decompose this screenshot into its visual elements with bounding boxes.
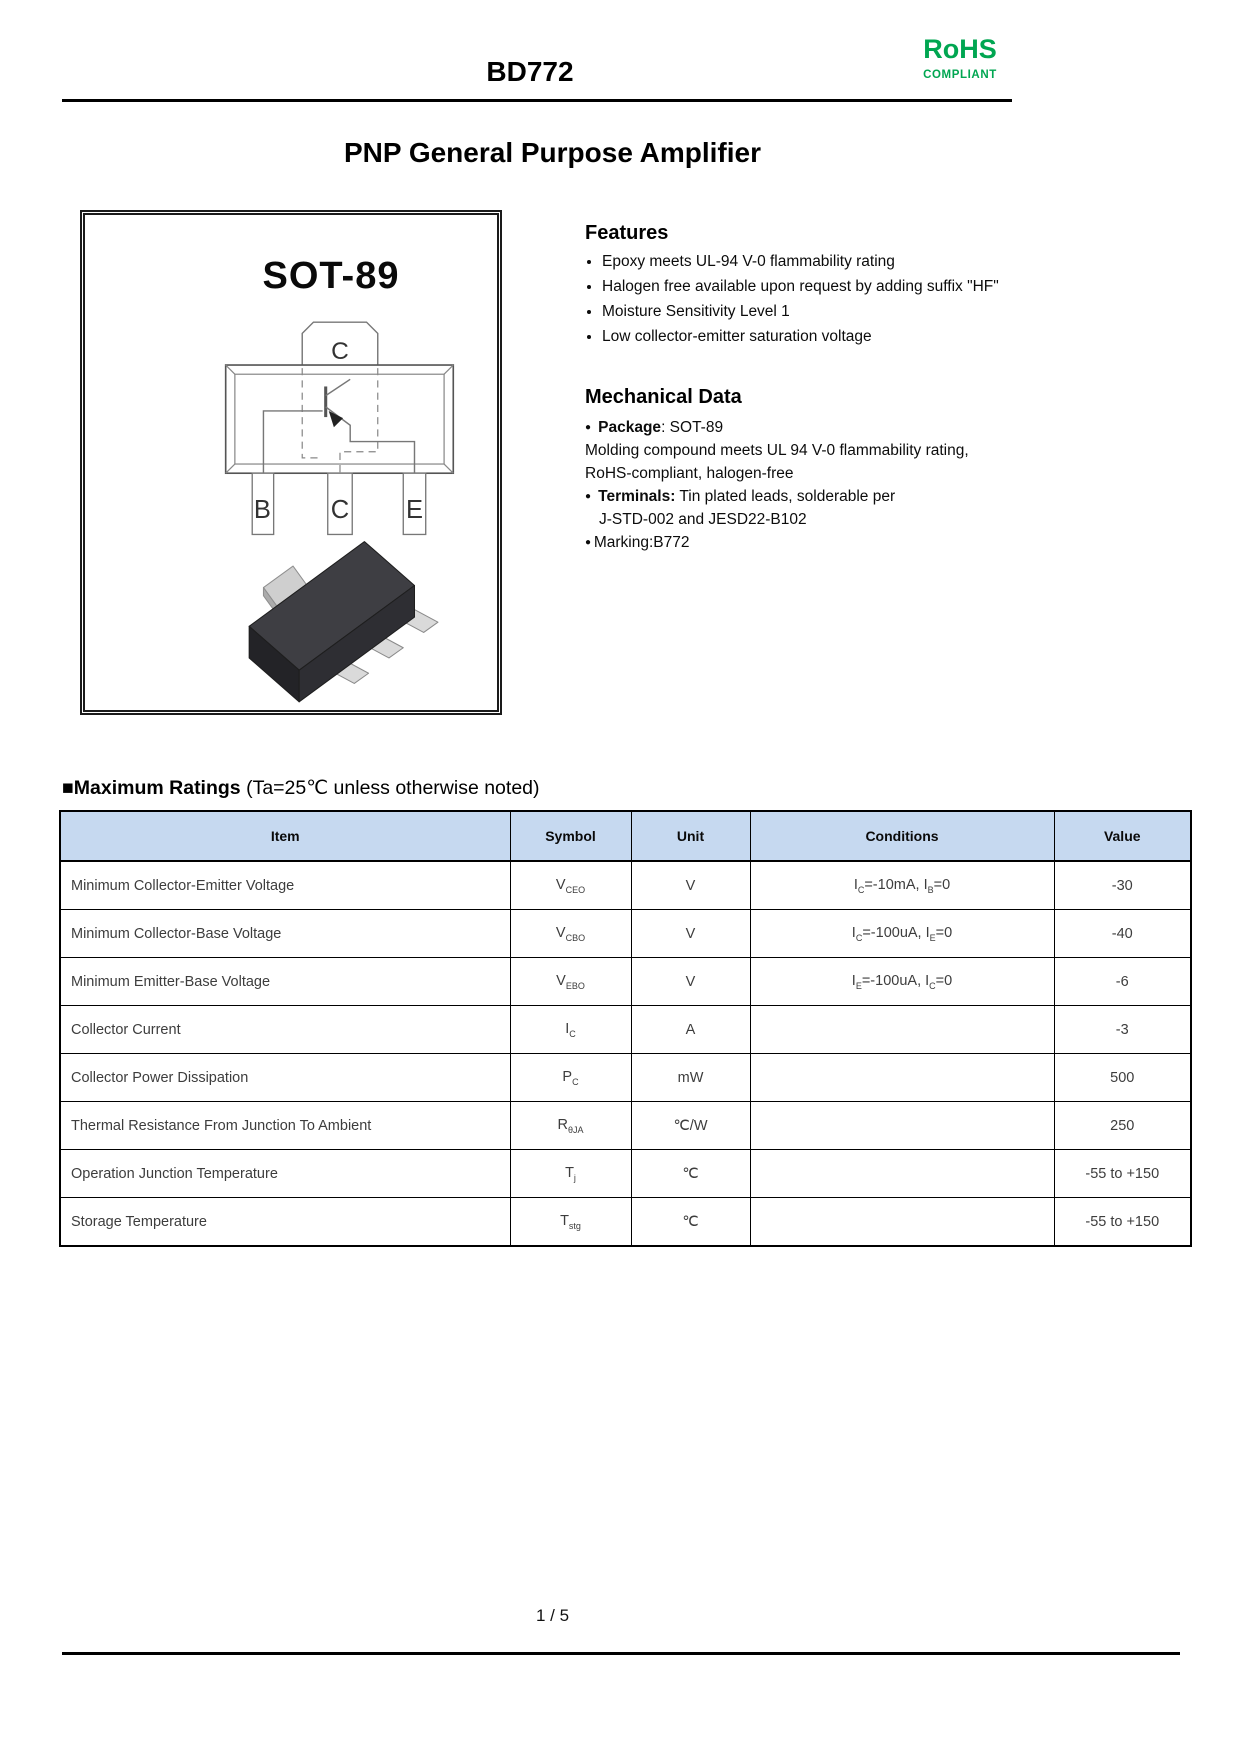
table-row (60, 1198, 1191, 1247)
cell-value: -6 (1054, 958, 1191, 1006)
pin-label-top-collector: C (331, 337, 349, 365)
cell-symbol: $I_C$ (510, 1006, 631, 1054)
ratings-table-body (60, 861, 1191, 1246)
cell-conditions (750, 1102, 1054, 1150)
cell-conditions (750, 1150, 1054, 1198)
mechanical-standards-line: J-STD-002 and JESD22-B102 (599, 511, 807, 528)
cell-conditions (750, 1198, 1054, 1247)
page-title: PNP General Purpose Amplifier (343, 137, 762, 168)
document-number: BD772 (486, 56, 574, 87)
mechanical-package-line (585, 416, 1090, 439)
cell-conditions: $I_C=-100uA$, $I_E=0$ (750, 910, 1054, 958)
table-header-row (60, 811, 1191, 861)
cell-item: Thermal Resistance From Junction To Ambient (60, 1102, 510, 1150)
ratings-heading-condition: (Ta=25℃ unless otherwise noted) (240, 777, 540, 799)
cell-unit: ℃/W (631, 1102, 750, 1150)
cell-unit: ℃ (631, 1150, 750, 1198)
terminals-value: Tin plated leads, solderable per (675, 488, 896, 505)
cell-symbol: $V_{CBO}$ (510, 910, 631, 958)
sot89-outline-drawing (226, 322, 454, 534)
cell-item: Collector Power Dissipation (60, 1054, 510, 1102)
column-header-conditions: Conditions (750, 811, 1054, 861)
package-value: : SOT-89 (661, 419, 724, 436)
column-header-value: Value (1054, 811, 1191, 861)
feature-item: • Moisture Sensitivity Level 1 (602, 302, 1090, 321)
mechanical-terminals-line (585, 485, 1090, 508)
column-header-item: Item (60, 811, 510, 861)
cell-item: Minimum Collector-Base Voltage (60, 910, 510, 958)
rohs-compliant-text: COMPLIANT (923, 69, 997, 81)
page-number: 1 / 5 (535, 1606, 570, 1625)
header-divider (62, 99, 1012, 102)
mechanical-section (585, 386, 1090, 554)
mechanical-molding-line1: Molding compound meets UL 94 V-0 flammability rating, (585, 442, 969, 459)
table-row (60, 1054, 1191, 1102)
cell-conditions: $I_E=-100uA$, $I_C=0$ (750, 958, 1054, 1006)
cell-unit: ℃ (631, 1198, 750, 1247)
feature-item: • Epoxy meets UL-94 V-0 flammability rating (602, 252, 1090, 271)
cell-symbol: $V_{CEO}$ (510, 861, 631, 910)
package-3d-render (249, 542, 438, 702)
cell-value: -40 (1054, 910, 1191, 958)
cell-conditions (750, 1006, 1054, 1054)
pin-label-base: B (253, 496, 271, 525)
mechanical-heading: Mechanical Data (585, 386, 742, 408)
cell-conditions: $I_C=-10mA$, $I_B=0$ (750, 861, 1054, 910)
cell-symbol: $R_{\theta JA}$ (510, 1102, 631, 1150)
cell-value: -55 to +150 (1054, 1198, 1191, 1247)
table-row (60, 958, 1191, 1006)
table-row (60, 1006, 1191, 1054)
cell-unit: V (631, 861, 750, 910)
table-row (60, 910, 1191, 958)
cell-unit: V (631, 958, 750, 1006)
pin-label-collector: C (330, 496, 350, 525)
mechanical-marking-line: ● Marking:B772 (585, 531, 1090, 554)
ratings-heading (62, 776, 540, 800)
column-header-symbol: Symbol (510, 811, 631, 861)
features-list (585, 252, 1090, 346)
cell-value: -55 to +150 (1054, 1150, 1191, 1198)
cell-unit: A (631, 1006, 750, 1054)
cell-item: Collector Current (60, 1006, 510, 1054)
features-heading: Features (585, 222, 669, 244)
cell-unit: mW (631, 1054, 750, 1102)
cell-value: 250 (1054, 1102, 1191, 1150)
cell-item: Storage Temperature (60, 1198, 510, 1247)
cell-symbol: $P_C$ (510, 1054, 631, 1102)
package-box (80, 210, 502, 715)
footer-divider (62, 1652, 1180, 1655)
feature-item: • Low collector-emitter saturation voltage (602, 327, 1090, 346)
table-row (60, 861, 1191, 910)
features-section (585, 222, 1090, 352)
cell-value: -3 (1054, 1006, 1191, 1054)
cell-item: Operation Junction Temperature (60, 1150, 510, 1198)
pin-label-emitter: E (405, 496, 424, 525)
cell-symbol: $V_{EBO}$ (510, 958, 631, 1006)
cell-symbol: $T_j$ (510, 1150, 631, 1198)
ratings-table (59, 810, 1192, 1247)
cell-value: 500 (1054, 1054, 1191, 1102)
rohs-logo (905, 34, 1015, 81)
package-name: SOT-89 (262, 255, 400, 297)
feature-item: • Halogen free available upon request by adding suffix "HF" (602, 277, 1090, 296)
cell-item: Minimum Collector-Emitter Voltage (60, 861, 510, 910)
column-header-unit: Unit (631, 811, 750, 861)
mechanical-molding-line2: RoHS-compliant, halogen-free (585, 465, 794, 482)
ratings-heading-bold: ■Maximum Ratings (62, 777, 241, 799)
cell-item: Minimum Emitter-Base Voltage (60, 958, 510, 1006)
cell-symbol: $T_{stg}$ (510, 1198, 631, 1247)
rohs-logo-text: RoHS (923, 34, 997, 64)
package-label: Package (598, 419, 662, 436)
terminals-label: Terminals: (598, 488, 676, 505)
table-row (60, 1102, 1191, 1150)
cell-unit: V (631, 910, 750, 958)
table-row (60, 1150, 1191, 1198)
cell-value: -30 (1054, 861, 1191, 910)
cell-conditions (750, 1054, 1054, 1102)
